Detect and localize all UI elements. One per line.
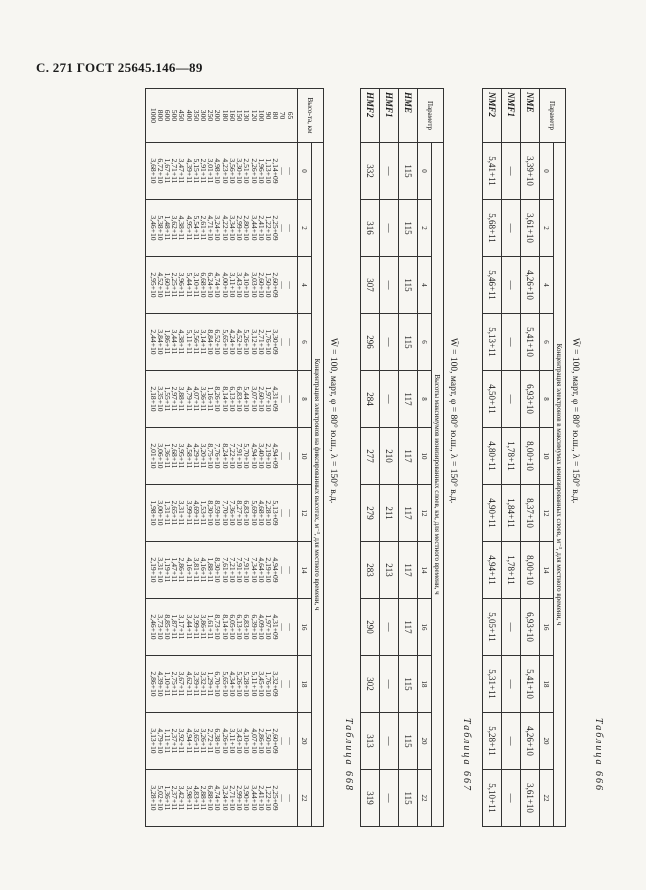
table-cell: — — 3,32+09 1,76+10 3,45+10 5,11+10 5,28+10 5,26+10 4,34+10 5,65+10 6,70+10 1,29+11 3,32+11 3,39+11 4,62+11 3,67+11 2,75+11 1,10+11 4,39+10 2,86+10 — [146, 656, 298, 713]
hour-header: 4 — [418, 257, 432, 314]
table-cell: 5,13+11 — [483, 314, 502, 371]
hour-header: 2 — [540, 200, 554, 257]
table-cell: 296 — [361, 314, 380, 371]
table-cell: 5,41+11 — [483, 143, 502, 200]
table-cell: 332 — [361, 143, 380, 200]
table-cell: 307 — [361, 257, 380, 314]
table-cell: 5,10+11 — [483, 770, 502, 827]
hour-header: 0 — [298, 143, 312, 200]
hour-header: 20 — [540, 713, 554, 770]
hour-header: 16 — [540, 599, 554, 656]
table-cell: — — [502, 200, 521, 257]
table-666-caption: Таблица 666 — [593, 718, 604, 792]
table-row — [483, 89, 502, 827]
hour-header: 10 — [298, 428, 312, 485]
table-cell: 5,31+11 — [483, 656, 502, 713]
table-cell: 313 — [361, 713, 380, 770]
hour-header: 18 — [298, 656, 312, 713]
table-cell: 117 — [399, 485, 418, 542]
table-cell: 4,80+11 — [483, 428, 502, 485]
table-cell: — — 2,14+09 1,13+10 1,96+10 2,26+10 2,51+10 3,30+10 3,56+10 4,23+10 4,98+10 3,01+11 2,91+11 5,15+11 4,39+11 3,47+11 2,71+11 1,67+11 6,72+10 3,68+10 — [146, 143, 298, 200]
table-cell: — — 2,60+09 1,50+10 2,60+10 3,03+10 4,10+10 3,43+10 3,11+10 4,00+10 4,74+10 6,24+10 6,68+10 3,10+11 5,44+11 3,96+11 2,25+11 1,60+11 4,52+10 2,95+10 — [146, 257, 298, 314]
hour-header: 16 — [418, 599, 432, 656]
table-cell: 4,90+11 — [483, 485, 502, 542]
table-cell: 319 — [361, 770, 380, 827]
page-header: С. 271 ГОСТ 25645.146—89 — [36, 60, 203, 75]
table-cell: — — [502, 143, 521, 200]
hour-header: 2 — [418, 200, 432, 257]
hour-header: 18 — [540, 656, 554, 713]
param-name: HMF2 — [361, 89, 380, 143]
table-cell: 1,84+11 — [502, 485, 521, 542]
table-cell: 3,61+10 — [521, 770, 540, 827]
hour-header: 12 — [418, 485, 432, 542]
hour-header: 4 — [298, 257, 312, 314]
table-668-caption: Таблица 668 — [343, 718, 354, 792]
table-cell: — — 5,13+09 2,28+10 4,68+10 5,69+10 6,83+10 8,27+10 7,36+10 7,70+10 8,59+10 8,30+10 1,53+11 4,69+11 3,99+11 3,31+11 2,65+11 1,31+11 3,00+10 1,98+10 — [146, 485, 298, 542]
table-cell: 302 — [361, 656, 380, 713]
param-name: NMF2 — [483, 89, 502, 143]
table-cell: 115 — [399, 200, 418, 257]
table-667 — [360, 88, 444, 827]
table-cell: 115 — [399, 770, 418, 827]
hour-header: 14 — [298, 542, 312, 599]
table-cell: — — [380, 656, 399, 713]
table-666-param-header: Параметр — [540, 89, 566, 143]
table-cell: — — 4,31+09 1,97+10 2,60+10 3,07+10 5,44+10 6,83+10 6,13+10 8,14+10 8,26+10 1,16+11 3,36+11 4,07+11 4,79+11 3,88+11 2,97+11 1,55+11 3,35+10 2,18+10 — [146, 371, 298, 428]
table-668-subtitle: Концентрация электронов на фиксированных высотах, м⁻³, для местного времени, ч — [312, 143, 324, 827]
table-cell: — — [502, 713, 521, 770]
hour-header: 6 — [418, 314, 432, 371]
table-cell: 5,41+10 — [521, 656, 540, 713]
hour-header: 0 — [540, 143, 554, 200]
table-cell: 210 — [380, 428, 399, 485]
table-cell: 5,46+11 — [483, 257, 502, 314]
table-cell: 6,93+10 — [521, 599, 540, 656]
table-cell: 8,00+10 — [521, 542, 540, 599]
height-values: 65 70 80 90 100 120 130 150 160 180 200 250 300 350 400 450 500 600 800 1000 — [146, 89, 298, 143]
hour-header: 20 — [298, 713, 312, 770]
table-668-height-header: Высо-та, км — [298, 89, 324, 143]
table-cell: 4,26+10 — [521, 713, 540, 770]
table-cell: 117 — [399, 428, 418, 485]
table-cell: 290 — [361, 599, 380, 656]
hour-header: 12 — [540, 485, 554, 542]
table-cell: — — [502, 599, 521, 656]
table-cell: 1,78+11 — [502, 542, 521, 599]
hour-header: 22 — [418, 770, 432, 827]
table-668-title: W̄ = 100, март, φ = 80° ю.ш., λ = 150° в.д. — [328, 338, 338, 504]
hour-header: 2 — [298, 200, 312, 257]
table-cell: 117 — [399, 542, 418, 599]
table-cell: 5,28+11 — [483, 713, 502, 770]
table-cell: 211 — [380, 485, 399, 542]
table-cell: 115 — [399, 656, 418, 713]
table-cell: 115 — [399, 314, 418, 371]
param-name: HMF1 — [380, 89, 399, 143]
table-cell: 4,94+11 — [483, 542, 502, 599]
table-cell: — — [502, 656, 521, 713]
hour-header: 18 — [418, 656, 432, 713]
table-cell: — — [502, 770, 521, 827]
table-667-subtitle: Высоты максимумов ионизированных слоев, км, для местного времени, ч — [432, 143, 444, 827]
table-row — [146, 89, 298, 827]
table-cell: — — [502, 371, 521, 428]
table-cell: — — [502, 257, 521, 314]
table-cell: — — [380, 599, 399, 656]
table-cell: 4,26+10 — [521, 257, 540, 314]
hour-header: 22 — [540, 770, 554, 827]
table-cell: 213 — [380, 542, 399, 599]
table-cell: 115 — [399, 257, 418, 314]
table-667-title: W̄ = 100, март, φ = 80° ю.ш., λ = 150° в.д. — [448, 338, 458, 504]
table-cell: 8,00+10 — [521, 428, 540, 485]
hour-header: 12 — [298, 485, 312, 542]
table-cell: — — 3,30+09 1,76+10 2,71+10 3,12+10 5,26+10 4,52+10 4,24+10 5,65+10 6,52+10 8,84+10 3,14+11 3,56+11 5,11+11 4,38+11 3,44+11 1,86+11 3,84+10 2,44+10 — [146, 314, 298, 371]
table-row — [361, 89, 380, 827]
table-cell: 5,05+11 — [483, 599, 502, 656]
table-row — [502, 89, 521, 827]
hour-header: 6 — [540, 314, 554, 371]
param-name: NMF1 — [502, 89, 521, 143]
table-cell: 115 — [399, 713, 418, 770]
table-cell: 117 — [399, 371, 418, 428]
table-cell: 3,61+10 — [521, 200, 540, 257]
hour-header: 6 — [298, 314, 312, 371]
hour-header: 8 — [540, 371, 554, 428]
hour-header: 22 — [298, 770, 312, 827]
param-name: NME — [521, 89, 540, 143]
table-cell: — — [502, 314, 521, 371]
table-row — [399, 89, 418, 827]
table-668 — [145, 88, 324, 827]
table-cell: — — [380, 314, 399, 371]
hour-header: 16 — [298, 599, 312, 656]
table-cell: — — 4,31+09 1,97+10 4,09+10 6,39+10 6,83+10 6,13+10 6,05+10 8,14+10 8,73+10 1,61+11 3,86+11 3,99+11 3,44+11 3,17+11 1,87+11 8,85+10 3,73+10 2,46+10 — [146, 599, 298, 656]
table-cell: 6,93+10 — [521, 371, 540, 428]
hour-header: 20 — [418, 713, 432, 770]
hour-header: 14 — [418, 542, 432, 599]
hour-header: 10 — [418, 428, 432, 485]
table-cell: 115 — [399, 143, 418, 200]
table-row — [380, 89, 399, 827]
table-cell: — — [380, 200, 399, 257]
rotated-tables-stage — [52, 88, 612, 848]
table-cell: 5,41+10 — [521, 314, 540, 371]
table-667-param-header: Параметр — [418, 89, 444, 143]
table-cell: 3,39+10 — [521, 143, 540, 200]
table-666 — [482, 88, 566, 827]
hour-header: 8 — [418, 371, 432, 428]
table-cell: 117 — [399, 599, 418, 656]
table-cell: — — [380, 713, 399, 770]
hour-header: 4 — [540, 257, 554, 314]
table-667-caption: Таблица 667 — [461, 718, 472, 792]
table-cell: — — 2,25+09 1,22+10 2,41+10 3,44+10 3,90+10 2,99+10 2,71+10 3,24+10 4,74+10 6,88+10 2,88+11 4,83+11 3,98+11 3,42+11 2,37+11 1,36+11 5,02+10 3,28+10 — [146, 770, 298, 827]
table-cell: 316 — [361, 200, 380, 257]
hour-header: 14 — [540, 542, 554, 599]
table-cell: — — [380, 371, 399, 428]
param-name: HME — [399, 89, 418, 143]
table-cell: 284 — [361, 371, 380, 428]
table-cell: — — 2,25+09 1,22+10 2,41+10 3,44+10 2,80+10 2,99+10 3,34+10 4,22+10 3,24+10 4,71+10 2,61+11 5,54+11 4,95+11 4,38+11 3,62+11 1,48+11 5,38+10 3,46+10 — [146, 200, 298, 257]
table-cell: 277 — [361, 428, 380, 485]
hour-header: 8 — [298, 371, 312, 428]
table-cell: — — 4,94+09 2,19+10 4,64+10 7,34+10 7,91+10 7,91+10 7,21+10 7,61+10 8,30+10 1,88+11 4,16+11 3,81+11 4,16+11 2,86+11 1,47+11 1,19+11 3,31+10 2,19+10 — [146, 542, 298, 599]
table-row — [521, 89, 540, 827]
table-666-subtitle: Концентрация электронов в максимумах ионизированных слоев, м⁻³, для местного времени, ч — [554, 143, 566, 827]
table-cell: 283 — [361, 542, 380, 599]
hour-header: 10 — [540, 428, 554, 485]
table-cell: 4,50+11 — [483, 371, 502, 428]
table-cell: 1,78+11 — [502, 428, 521, 485]
table-666-title: W̄ = 100, март, φ = 80° ю.ш., λ = 150° в.д. — [570, 338, 580, 504]
table-cell: — — [380, 770, 399, 827]
table-cell: — — [380, 143, 399, 200]
hour-header: 0 — [418, 143, 432, 200]
table-cell: 279 — [361, 485, 380, 542]
table-cell: — — 4,94+09 2,19+10 3,40+10 4,94+10 5,70+10 7,91+10 7,22+10 8,24+10 7,76+10 8,75+10 3,20+11 4,29+11 4,58+11 3,95+11 2,68+11 1,36+11 3,06+10 2,01+10 — [146, 428, 298, 485]
table-cell: 5,68+11 — [483, 200, 502, 257]
table-cell: 8,37+10 — [521, 485, 540, 542]
table-cell: — — [380, 257, 399, 314]
table-cell: — — 2,60+09 1,50+10 2,86+10 4,07+10 4,10+10 3,43+10 3,11+10 4,26+10 6,38+10 2,72+11 3,26+11 3,65+11 4,94+11 3,92+11 2,37+11 1,11+11 4,79+10 3,13+10 — [146, 713, 298, 770]
